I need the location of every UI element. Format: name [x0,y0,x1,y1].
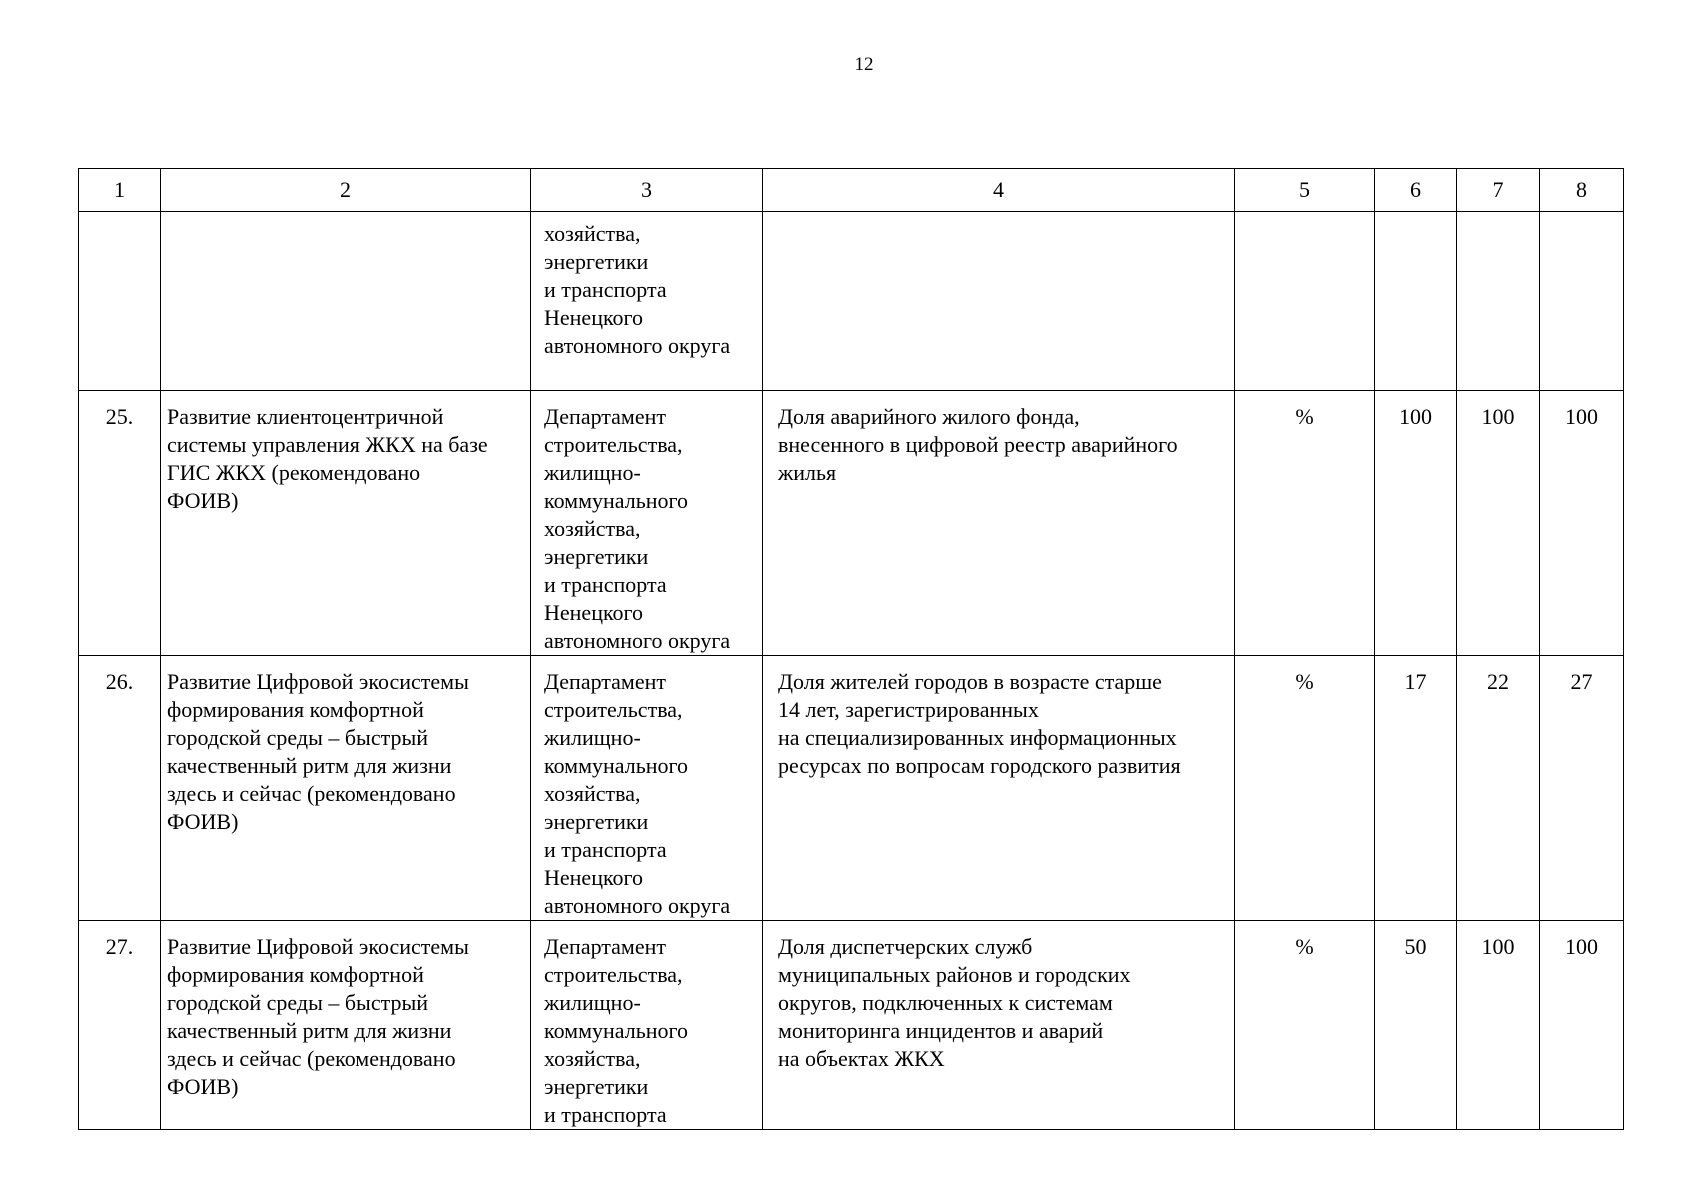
row-number [79,212,160,220]
row-number-cell [79,656,161,921]
responsible-cell [531,391,763,656]
value-col-7: 100 [1481,934,1515,959]
unit: % [1295,669,1314,694]
column-number-header: 6 [1375,169,1457,212]
value-col-6: 50 [1404,934,1427,959]
column-number-header: 5 [1235,169,1375,212]
indicator-cell [763,212,1235,391]
column-number-row [79,169,1624,212]
value-col-8: 100 [1565,404,1598,429]
page-number: 12 [854,54,874,75]
value-col-6 [1375,212,1456,220]
responsible-authority: Департамент строительства, жилищно- коммунального хозяйства, энергетики и транспорта Ненецкого автономного округа [544,669,731,918]
column-number-header: 1 [79,169,161,212]
value-cell [1375,656,1457,921]
indicator-name: Доля диспетчерских служб муниципальных районов и городских округов, подключенных к системам мониторинга инцидентов и аварий на объектах ЖКХ [778,934,1131,1071]
measure-title-cell [161,212,531,391]
responsible-authority: хозяйства, энергетики и транспорта Ненецкого автономного округа [544,221,731,358]
value-col-7 [1457,212,1539,220]
row-number: 25. [105,404,134,429]
unit-cell [1235,656,1375,921]
column-number-header: 7 [1457,169,1540,212]
column-number-header: 3 [531,169,763,212]
responsible-authority: Департамент строительства, жилищно- коммунального хозяйства, энергетики и транспорта Ненецкого автономного округа [544,404,731,653]
value-cell [1457,921,1540,1130]
responsible-authority: Департамент строительства, жилищно- коммунального хозяйства, энергетики и транспорта [544,934,688,1127]
value-cell [1540,391,1624,656]
value-col-8: 27 [1570,669,1593,694]
value-cell [1540,921,1624,1130]
value-col-6: 100 [1399,404,1432,429]
column-number-header: 2 [161,169,531,212]
measure-title: Развитие Цифровой экосистемы формирования комфортной городской среды – быстрый качественный ритм для жизни здесь и сейчас (рекомендовано ФОИВ) [167,934,469,1099]
indicator-name: Доля аварийного жилого фонда, внесенного в цифровой реестр аварийного жилья [778,404,1178,485]
value-col-8 [1540,212,1623,220]
value-col-8: 100 [1565,934,1598,959]
indicator-cell [763,921,1235,1130]
unit-cell [1235,212,1375,391]
value-cell [1540,656,1624,921]
value-col-6: 17 [1404,669,1427,694]
value-cell [1457,656,1540,921]
indicator-name: Доля жителей городов в возрасте старше 14 лет, зарегистрированных на специализированных информационных ресурсах по вопросам городского развития [778,669,1181,778]
table-row [79,656,1624,921]
column-number-header: 4 [763,169,1235,212]
value-cell [1540,212,1624,391]
responsible-cell [531,656,763,921]
value-col-7: 22 [1487,669,1509,694]
indicators-table [78,168,1624,1130]
unit-cell [1235,921,1375,1130]
measure-title: Развитие клиентоцентричной системы управления ЖКХ на базе ГИС ЖКХ (рекомендовано ФОИВ) [167,404,488,513]
unit: % [1295,404,1314,429]
measure-title-cell [161,391,531,656]
row-number-cell [79,921,161,1130]
unit [1235,212,1374,220]
value-col-7: 100 [1481,404,1515,429]
indicator-cell [763,656,1235,921]
indicator-cell [763,391,1235,656]
indicator-name [763,212,1234,220]
measure-title [161,212,530,220]
value-cell [1375,212,1457,391]
row-number: 26. [105,669,134,694]
value-cell [1375,921,1457,1130]
value-cell [1457,391,1540,656]
responsible-cell [531,921,763,1130]
table-row [79,921,1624,1130]
table-row [79,391,1624,656]
row-number: 27. [105,934,134,959]
column-number-header: 8 [1540,169,1624,212]
measure-title-cell [161,656,531,921]
measure-title: Развитие Цифровой экосистемы формирования комфортной городской среды – быстрый качественный ритм для жизни здесь и сейчас (рекомендовано ФОИВ) [167,669,469,834]
value-cell [1457,212,1540,391]
measure-title-cell [161,921,531,1130]
unit-cell [1235,391,1375,656]
responsible-cell [531,212,763,391]
unit: % [1295,934,1314,959]
value-cell [1375,391,1457,656]
table-row [79,212,1624,391]
row-number-cell [79,391,161,656]
row-number-cell [79,212,161,391]
